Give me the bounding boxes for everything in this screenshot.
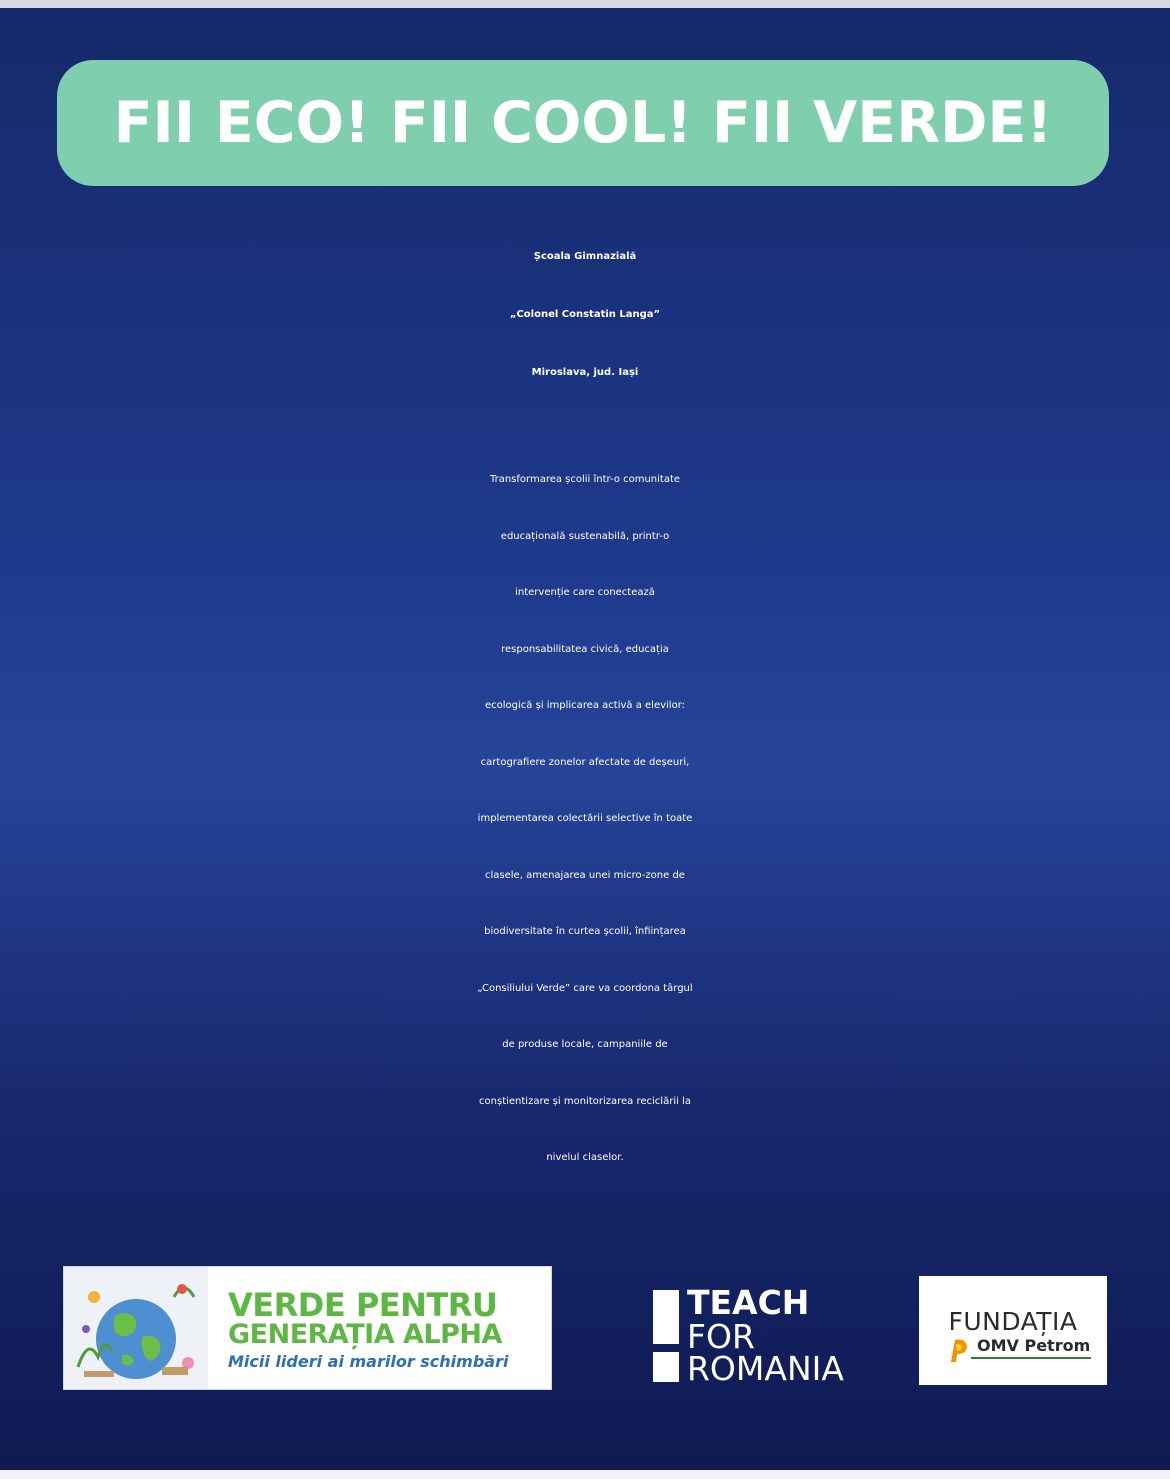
banner-title: FII ECO! FII COOL! FII VERDE! [113,90,1053,156]
omv-petrom-word: OMV Petrom [977,1336,1091,1355]
description-line: implementarea colectării selective în toate [477,813,693,824]
description-line: responsabilitatea civică, educația [501,643,669,655]
school-line-1: Școala Gimnazială [533,251,637,262]
school-line-3: Miroslava, jud. Iași [531,367,639,378]
globe-illustration-icon [64,1267,208,1389]
description-line: intervenție care conectează [515,587,655,598]
for-word: FOR [687,1317,755,1356]
description-line: conștientizare și monitorizarea reciclării la [479,1095,691,1107]
description-line: cartografiere zonelor afectate de deșeuri, [480,756,690,768]
project-description [0,452,1170,1187]
fund-underline [971,1357,1091,1359]
bottom-border [0,1470,1170,1479]
teach-for-romania-logo [653,1283,863,1390]
description-line: Transformarea școlii într-o comunitate [489,474,681,485]
description-line: nivelul claselor. [546,1152,624,1163]
fundatia-omv-petrom-logo [919,1276,1107,1385]
omv-petrom-mark-icon [947,1336,971,1364]
verde-tagline: Micii lideri ai marilor schimbări [228,1352,509,1371]
romania-word: ROMANIA [687,1349,844,1388]
teach-word: TEACH [687,1283,810,1322]
description-line: „Consiliului Verde” care va coordona târgul [477,982,693,994]
description-line: clasele, amenajarea unei micro-zone de [485,869,685,881]
school-line-2: „Colonel Constatin Langa” [509,309,661,320]
verde-text-block [208,1267,551,1389]
verde-line-1: VERDE PENTRU [228,1286,498,1324]
description-line: de produse locale, campaniile de [502,1039,668,1050]
verde-line-2: GENERAȚIA ALPHA [228,1319,502,1350]
description-line: biodiversitate în curtea școlii, înființarea [484,926,686,937]
description-line: educațională sustenabilă, printr-o [500,530,670,542]
title-banner [57,60,1109,186]
teach-bar-bottom [653,1352,679,1382]
school-name [0,228,1170,402]
poster [0,8,1170,1470]
fundatia-word: FUNDAȚIA [948,1307,1078,1336]
teach-bar-top [653,1290,679,1344]
description-line: ecologică și implicarea activă a elevilor: [485,700,685,711]
verde-pentru-generatia-alpha-logo [63,1266,552,1390]
top-border [0,0,1170,8]
